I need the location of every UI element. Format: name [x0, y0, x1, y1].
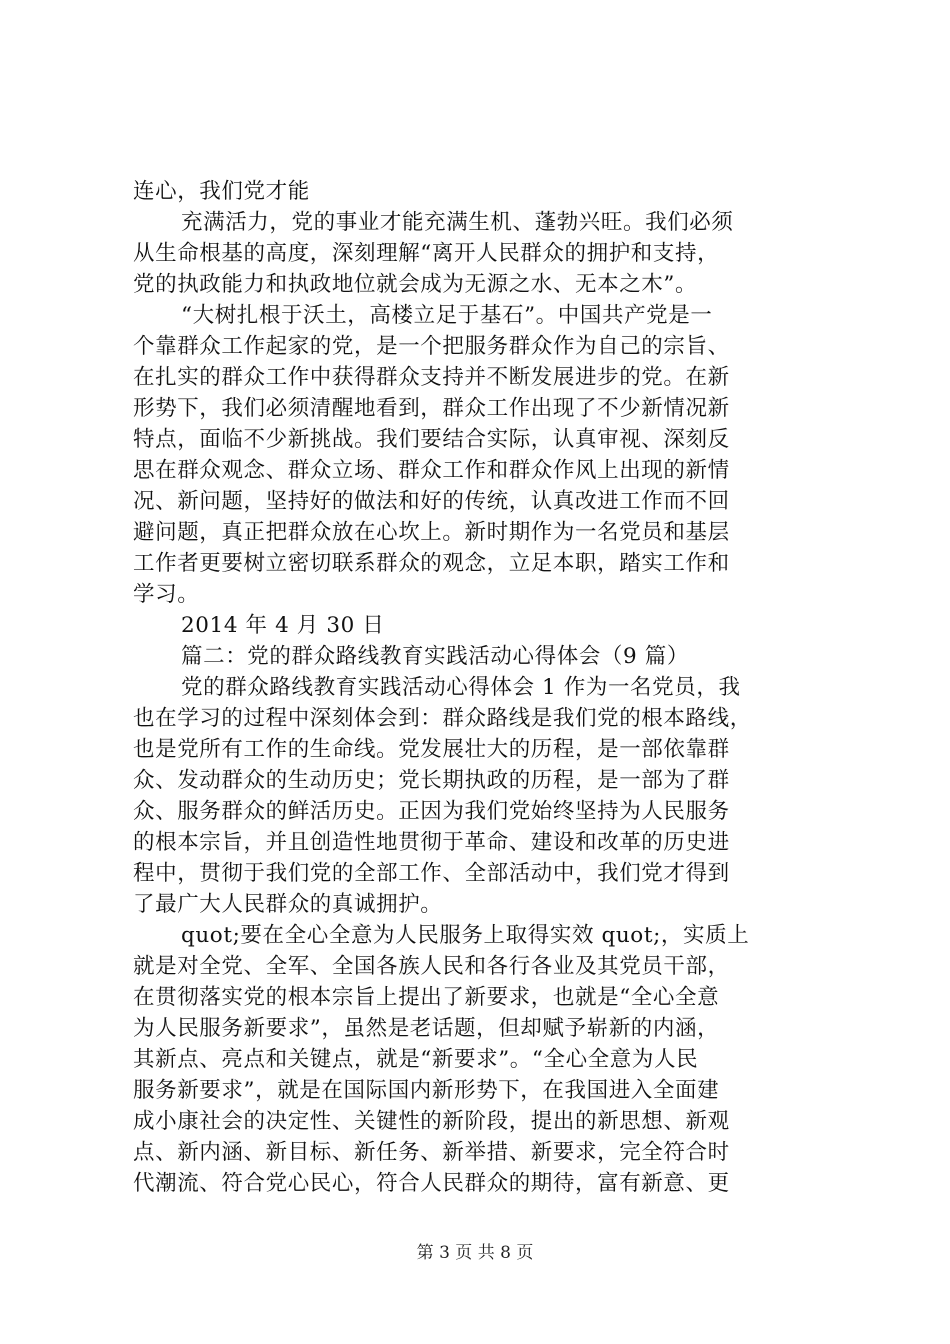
text-line: 思在群众观念、群众立场、群众工作和群众作风上出现的新情	[133, 458, 730, 483]
body-text	[133, 176, 833, 1199]
text-line: 就是对全党、全军、全国各族人民和各行各业及其党员干部，	[133, 954, 730, 979]
text-line: “大树扎根于沃土，高楼立足于基石”。中国共产党是一	[181, 303, 713, 328]
text-line: 从生命根基的高度，深刻理解“离开人民群众的拥护和支持，	[133, 241, 720, 266]
text-line: 工作者更要树立密切联系群众的观念，立足本职，踏实工作和	[133, 551, 730, 576]
text-line: 党的群众路线教育实践活动心得体会 1 作为一名党员，我	[181, 675, 741, 700]
text-line: 代潮流、符合党心民心，符合人民群众的期待，富有新意、更	[133, 1171, 730, 1196]
text-line: 众、服务群众的鲜活历史。正因为我们党始终坚持为人民服务	[133, 799, 730, 824]
text-line: 为人民服务新要求”，虽然是老话题，但却赋予崭新的内涵，	[133, 1016, 720, 1041]
text-line: 学习。	[133, 582, 200, 607]
text-line: 特点，面临不少新挑战。我们要结合实际，认真审视、深刻反	[133, 427, 730, 452]
text-line: 程中，贯彻于我们党的全部工作、全部活动中，我们党才得到	[133, 861, 730, 886]
text-line: 篇二：党的群众路线教育实践活动心得体会（9 篇）	[181, 644, 689, 669]
text-line: 2014 年 4 月 30 日	[181, 613, 385, 638]
text-line: 其新点、亮点和关键点，就是“新要求”。“全心全意为人民	[133, 1047, 699, 1072]
text-line: 了最广大人民群众的真诚拥护。	[133, 892, 443, 917]
text-line: 服务新要求”，就是在国际国内新形势下，在我国进入全面建	[133, 1078, 720, 1103]
text-line: 在贯彻落实党的根本宗旨上提出了新要求，也就是“全心全意	[133, 985, 720, 1010]
page-footer: 第 3 页 共 8 页	[416, 1243, 534, 1263]
text-line: 个靠群众工作起家的党，是一个把服务群众作为自己的宗旨、	[133, 334, 730, 359]
text-line: 形势下，我们必须清醒地看到，群众工作出现了不少新情况新	[133, 396, 730, 421]
text-line: 避问题，真正把群众放在心坎上。新时期作为一名党员和基层	[133, 520, 730, 545]
text-line: 充满活力，党的事业才能充满生机、蓬勃兴旺。我们必须	[181, 210, 734, 235]
text-line: quot;要在全心全意为人民服务上取得实效 quot;，实质上	[181, 923, 750, 948]
text-line: 连心，我们党才能	[133, 179, 310, 204]
text-line: 众、发动群众的生动历史；党长期执政的历程，是一部为了群	[133, 768, 730, 793]
text-line: 也是党所有工作的生命线。党发展壮大的历程，是一部依靠群	[133, 737, 730, 762]
text-line: 的根本宗旨，并且创造性地贯彻于革命、建设和改革的历史进	[133, 830, 730, 855]
text-line: 况、新问题，坚持好的做法和好的传统，认真改进工作而不回	[133, 489, 730, 514]
text-line: 也在学习的过程中深刻体会到：群众路线是我们党的根本路线，	[133, 706, 752, 731]
text-line: 点、新内涵、新目标、新任务、新举措、新要求，完全符合时	[133, 1140, 730, 1165]
text-line: 成小康社会的决定性、关键性的新阶段，提出的新思想、新观	[133, 1109, 730, 1134]
text-line: 党的执政能力和执政地位就会成为无源之水、无本之木”。	[133, 272, 698, 297]
text-line: 在扎实的群众工作中获得群众支持并不断发展进步的党。在新	[133, 365, 730, 390]
